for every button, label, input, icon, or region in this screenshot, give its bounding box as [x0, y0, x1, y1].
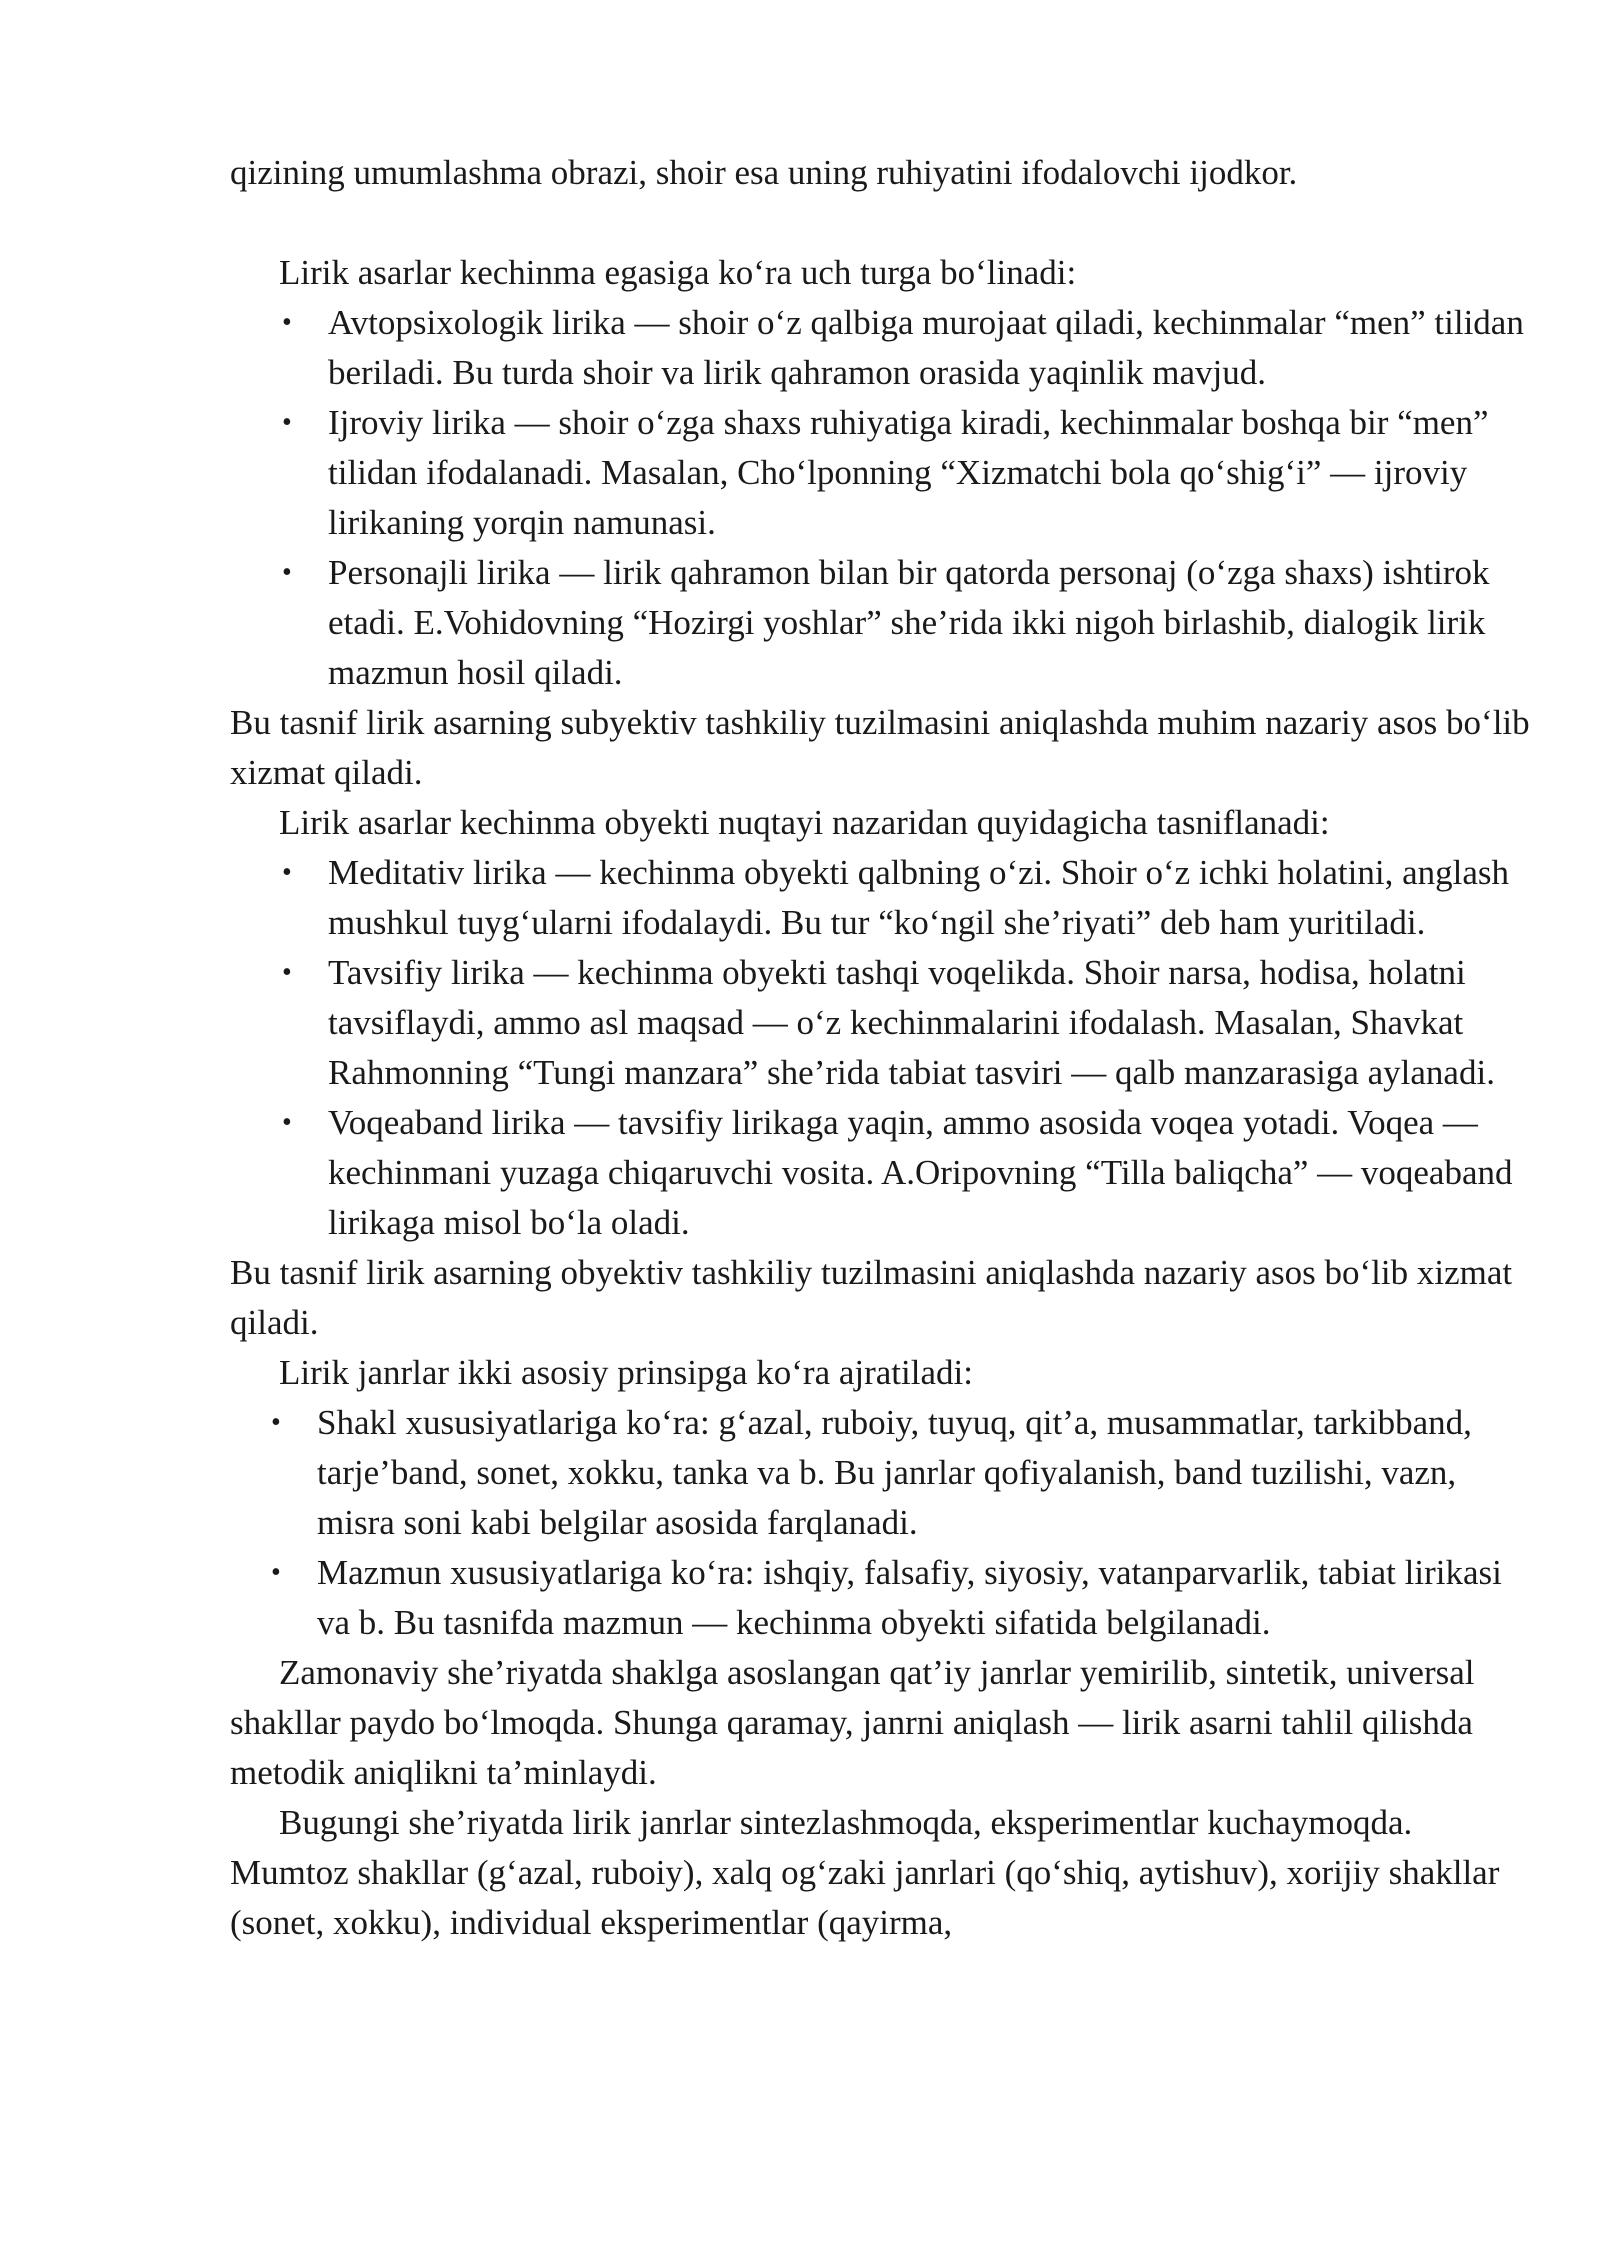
list-item — [230, 398, 1530, 548]
list-item — [230, 1548, 1530, 1648]
paragraph-intro-tail: qizining umumlashma obrazi, shoir esa uning ruhiyatini ifodalovchi ijodkor. — [230, 153, 1298, 192]
subject-types-list — [230, 298, 1530, 698]
list-item-text: Shakl xususiyatlariga ko‘ra: g‘azal, ruboiy, tuyuq, qit’a, musammatlar, tarkibband, tarje’band, sonet, xokku, tanka va b. Bu janrlar qofiyalanish, band tuzilishi, vazn, misra soni kabi belgilar asosida farqlanadi. — [317, 1403, 1472, 1542]
bullet-icon: • — [282, 857, 292, 888]
bullet-icon: • — [282, 407, 292, 438]
paragraph-genre-intro: Lirik janrlar ikki asosiy prinsipga ko‘ra ajratiladi: — [279, 1353, 973, 1392]
list-item-text: Tavsifiy lirika — kechinma obyekti tashqi voqelikda. Shoir narsa, hodisa, holatni tavsiflaydi, ammo asl maqsad — o‘z kechinmalarini ifodalash. Masalan, Shavkat Rahmonning “Tungi manzara” she’rida tabiat tasviri — qalb manzarasiga aylanadi. — [328, 953, 1495, 1092]
list-item-text: Mazmun xususiyatlariga ko‘ra: ishqiy, falsafiy, siyosiy, vatanparvarlik, tabiat lirikasi va b. Bu tasnifda mazmun — kechinma obyekti sifatida belgilanadi. — [317, 1553, 1502, 1642]
bullet-icon: • — [282, 307, 292, 338]
bullet-icon: • — [282, 557, 292, 588]
paragraph-subject-summary: Bu tasnif lirik asarning subyektiv tashkiliy tuzilmasini aniqlashda muhim nazariy asos bo‘lib xizmat qiladi. — [230, 703, 1530, 792]
paragraph-modern-poetry: Zamonaviy she’riyatda shaklga asoslangan qat’iy janrlar yemirilib, sintetik, universal shakllar paydo bo‘lmoqda. Shunga qaramay, janrni aniqlash — lirik asarni tahlil qilishda metodik aniqlikni ta’minlaydi. — [230, 1653, 1475, 1792]
list-item — [230, 548, 1530, 698]
bullet-icon: • — [271, 1557, 281, 1588]
list-item-text: Personajli lirika — lirik qahramon bilan bir qatorda personaj (o‘zga shaxs) ishtirok etadi. E.Vohidovning “Hozirgi yoshlar” she’rida ikki nigoh birlashib, dialogik lirik mazmun hosil qiladi. — [328, 553, 1490, 692]
list-item — [230, 948, 1530, 1098]
paragraph-object-summary: Bu tasnif lirik asarning obyektiv tashkiliy tuzilmasini aniqlashda nazariy asos bo‘lib xizmat qiladi. — [230, 1253, 1513, 1342]
list-item-text: Voqeaband lirika — tavsifiy lirikaga yaqin, ammo asosida voqea yotadi. Voqea — kechinmani yuzaga chiqaruvchi vosita. A.Oripovning “Tilla baliqcha” — voqeaband lirikaga misol bo‘la oladi. — [328, 1103, 1513, 1242]
list-item — [230, 298, 1530, 398]
list-item-text: Ijroviy lirika — shoir o‘zga shaxs ruhiyatiga kiradi, kechinmalar boshqa bir “men” tilidan ifodalanadi. Masalan, Cho‘lponning “Xizmatchi bola qo‘shig‘i” — ijroviy lirikaning yorqin namunasi. — [328, 403, 1489, 542]
list-item — [230, 848, 1530, 948]
genre-principles-list — [230, 1398, 1530, 1648]
paragraph-today-poetry: Bugungi she’riyatda lirik janrlar sintezlashmoqda, eksperimentlar kuchaymoqda. Mumtoz shakllar (g‘azal, ruboiy), xalq og‘zaki janrlari (qo‘shiq, aytishuv), xorijiy shakllar (sonet, xokku), individual eksperimentlar (qayirma, — [230, 1803, 1500, 1942]
list-item-text: Meditativ lirika — kechinma obyekti qalbning o‘zi. Shoir o‘z ichki holatini, anglash mushkul tuyg‘ularni ifodalaydi. Bu tur “ko‘ngil she’riyati” deb ham yuritiladi. — [328, 853, 1509, 942]
paragraph-subject-intro: Lirik asarlar kechinma egasiga ko‘ra uch turga bo‘linadi: — [279, 253, 1077, 292]
list-item — [230, 1398, 1530, 1548]
list-item — [230, 1098, 1530, 1248]
paragraph-gap — [230, 198, 1530, 248]
paragraph-object-intro: Lirik asarlar kechinma obyekti nuqtayi nazaridan quyidagicha tasniflanadi: — [279, 803, 1330, 842]
list-item-text: Avtopsixologik lirika — shoir o‘z qalbiga murojaat qiladi, kechinmalar “men” tilidan beriladi. Bu turda shoir va lirik qahramon orasida yaqinlik mavjud. — [328, 303, 1524, 392]
object-types-list — [230, 848, 1530, 1248]
bullet-icon: • — [271, 1407, 281, 1438]
document-page — [230, 148, 1530, 1948]
bullet-icon: • — [282, 1107, 292, 1138]
bullet-icon: • — [282, 957, 292, 988]
